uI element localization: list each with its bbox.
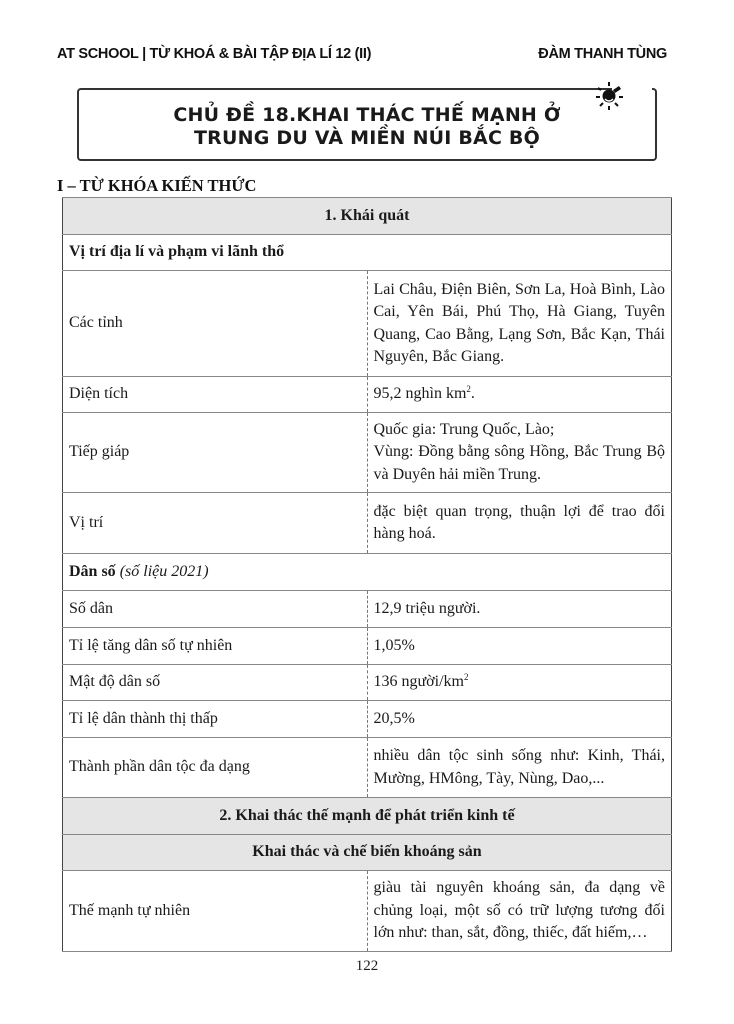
table-row-location-heading bbox=[63, 235, 672, 271]
table-row-section-2 bbox=[63, 798, 672, 835]
natural-strength-label: Thế mạnh tự nhiên bbox=[63, 871, 368, 952]
table-row-population-heading bbox=[63, 554, 672, 591]
table-row bbox=[63, 871, 672, 952]
table-row-mining-heading bbox=[63, 835, 672, 871]
section-2-title: 2. Khai thác thế mạnh để phát triển kinh tế bbox=[63, 798, 672, 835]
natural-strength-value: giàu tài nguyên khoáng sản, đa dạng về chủng loại, một số có trữ lượng tương đối lớn như: than, sắt, đồng, thiếc, đất hiếm,… bbox=[367, 871, 672, 952]
density-label: Mật độ dân số bbox=[63, 665, 368, 701]
page-number: 122 bbox=[355, 958, 379, 974]
table-row bbox=[63, 701, 672, 738]
chapter-title-line-1: CHỦ ĐỀ 18.KHAI THÁC THẾ MẠNH Ở bbox=[173, 104, 561, 126]
mining-heading: Khai thác và chế biến khoáng sản bbox=[63, 835, 672, 871]
border-countries: Quốc gia: Trung Quốc, Lào; bbox=[373, 420, 555, 438]
section-heading: I – TỪ KHÓA KIẾN THỨC bbox=[57, 176, 257, 195]
table-row bbox=[63, 413, 672, 493]
ethnic-value: nhiều dân tộc sinh sống như: Kinh, Thái, Mường, HMông, Tày, Nùng, Dao,... bbox=[367, 738, 672, 798]
growth-label: Tỉ lệ tăng dân số tự nhiên bbox=[63, 628, 368, 665]
table-row bbox=[63, 377, 672, 413]
table-row bbox=[63, 738, 672, 798]
table-row bbox=[63, 628, 672, 665]
population-heading bbox=[63, 554, 672, 591]
area-superscript: 2 bbox=[466, 384, 471, 395]
density-number: 136 người/km bbox=[373, 673, 464, 691]
area-suffix: . bbox=[470, 385, 475, 403]
keyword-table bbox=[62, 197, 672, 952]
population-note: (số liệu 2021) bbox=[119, 562, 209, 580]
urban-value: 20,5% bbox=[367, 701, 672, 738]
border-label: Tiếp giáp bbox=[63, 413, 368, 493]
pop-count-value: 12,9 triệu người. bbox=[367, 591, 672, 628]
table-row bbox=[63, 591, 672, 628]
location-heading: Vị trí địa lí và phạm vi lãnh thổ bbox=[63, 235, 672, 271]
urban-label: Tỉ lệ dân thành thị thấp bbox=[63, 701, 368, 738]
area-label: Diện tích bbox=[63, 377, 368, 413]
density-value bbox=[367, 665, 672, 701]
table-row bbox=[63, 493, 672, 554]
provinces-label: Các tỉnh bbox=[63, 271, 368, 377]
area-value bbox=[367, 377, 672, 413]
border-regions: Vùng: Đồng bằng sông Hồng, Bắc Trung Bộ và Duyên hải miền Trung. bbox=[373, 443, 665, 483]
section-1-title: 1. Khái quát bbox=[63, 198, 672, 235]
position-value: đặc biệt quan trọng, thuận lợi để trao đổi hàng hoá. bbox=[367, 493, 672, 554]
population-heading-text: Dân số bbox=[69, 562, 116, 580]
chapter-title-line-2: TRUNG DU VÀ MIỀN NÚI BẮC BỘ bbox=[194, 127, 540, 149]
growth-value: 1,05% bbox=[367, 628, 672, 665]
chapter-title bbox=[77, 104, 657, 150]
pop-count-label: Số dân bbox=[63, 591, 368, 628]
provinces-value: Lai Châu, Điện Biên, Sơn La, Hoà Bình, Lào Cai, Yên Bái, Phú Thọ, Hà Giang, Tuyên Quang, Cao Bằng, Lạng Sơn, Bắc Kạn, Thái Nguyên, Bắc Giang. bbox=[367, 271, 672, 377]
area-number: 95,2 nghìn km bbox=[373, 385, 467, 403]
running-header-title: AT SCHOOL | TỪ KHOÁ & BÀI TẬP ĐỊA LÍ 12 (II) bbox=[57, 46, 372, 62]
table-row bbox=[63, 271, 672, 377]
table-row-section-1 bbox=[63, 198, 672, 235]
ethnic-label: Thành phần dân tộc đa dạng bbox=[63, 738, 368, 798]
position-label: Vị trí bbox=[63, 493, 368, 554]
border-value bbox=[367, 413, 672, 493]
density-superscript: 2 bbox=[463, 672, 469, 683]
table-row bbox=[63, 665, 672, 701]
running-header-author: ĐÀM THANH TÙNG bbox=[538, 46, 667, 62]
